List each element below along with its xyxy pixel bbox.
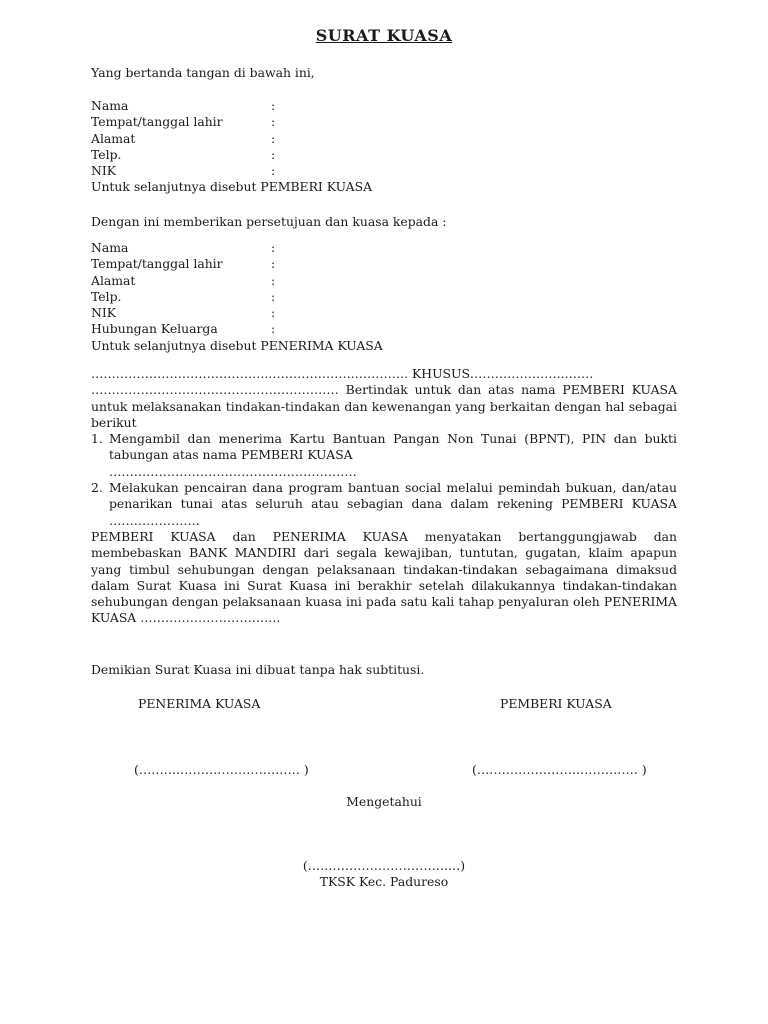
penerima-field-alamat [91, 273, 677, 289]
penerima-field-ttl [91, 256, 677, 272]
field-colon: : [271, 146, 276, 162]
list-number: 1. [91, 431, 103, 447]
khusus-line: ……………………………………..………………..…………. KHUSUS…………………..……. [91, 366, 594, 381]
tksk-label: TKSK Kec. Padureso [319, 874, 449, 889]
consent-line: Dengan ini memberikan persetujuan dan kuasa kepada : [91, 214, 447, 229]
pemberi-field-telp [91, 147, 677, 163]
penerima-signature-blank: (………………………………… ) [134, 762, 309, 777]
penerima-field-nama [91, 240, 677, 256]
pemberi-signature-blank: (………………………………… ) [472, 762, 647, 777]
pemberi-field-alamat [91, 131, 677, 147]
list-item-text: Mengambil dan menerima Kartu Bantuan Pangan Non Tunai (BPNT), PIN dan bukti tabungan atas nama PEMBERI KUASA [109, 431, 677, 463]
intro-line: Yang bertanda tangan di bawah ini, [91, 65, 315, 80]
penerima-field-telp [91, 289, 677, 305]
penerima-section [91, 240, 677, 354]
mengetahui-label: Mengetahui [346, 794, 422, 809]
penerima-kuasa-label: PENERIMA KUASA [138, 696, 261, 711]
list-number: 2. [91, 480, 103, 496]
list-item-fill: …………………………………………………… [109, 463, 357, 479]
list-item-text: Melakukan pencairan dana program bantuan social melalui pemindah bukuan, dan/atau penarikan tunai atas seluruh atau sebagian dana dalam rekening PEMBERI KUASA …………………. [109, 480, 677, 528]
closing-statement [91, 662, 677, 678]
field-colon: : [271, 321, 276, 337]
pemberi-section [91, 98, 677, 196]
paragraph-authorization: …………………………………………………… Bertindak untuk dan atas nama PEMBERI KUASA untuk melaksanakan tindakan-tindakan dan kewenangan yang berkaitan dengan hal sebagai berikut [91, 382, 677, 430]
document-title: SURAT KUASA [315, 26, 453, 45]
field-colon: : [271, 256, 276, 272]
field-colon: : [271, 98, 276, 113]
field-label: Telp. [91, 288, 122, 304]
penerima-field-nik [91, 305, 677, 321]
field-label: NIK [91, 305, 116, 321]
field-colon: : [271, 305, 276, 321]
pemberi-field-nik [91, 163, 677, 179]
field-label: Nama [91, 240, 129, 255]
pemberi-closing: Untuk selanjutnya disebut PEMBERI KUASA [91, 179, 373, 195]
field-label: Tempat/tanggal lahir [91, 256, 223, 272]
field-colon: : [271, 130, 276, 146]
field-label: Alamat [91, 130, 136, 146]
list-item-1 [91, 431, 677, 480]
field-label: Telp. [91, 146, 122, 162]
list-item-2 [91, 480, 677, 529]
consent-text [91, 214, 677, 230]
paragraph-liability: PEMBERI KUASA dan PENERIMA KUASA menyatakan bertanggungjawab dan membebaskan BANK MANDIRI dari segala kewajiban, tuntutan, gugatan, klaim apapun yang timbul sehubungan dengan pelaksanaan tindakan-tindakan sebagaimana dimaksud dalam Surat Kuasa ini Surat Kuasa ini berakhir setelah dilakukannya tindakan-tindakan sehubungan dengan pelaksanaan kuasa ini pada satu kali tahap penyaluran oleh PENERIMA KUASA ……………………………. [91, 528, 677, 626]
field-colon: : [271, 114, 276, 130]
pemberi-field-nama [91, 98, 677, 114]
field-colon: : [271, 272, 276, 288]
body-section [91, 366, 677, 627]
field-label: Alamat [91, 272, 136, 288]
field-label: Hubungan Keluarga [91, 321, 218, 337]
field-colon: : [271, 240, 276, 255]
field-colon: : [271, 163, 276, 179]
field-label: NIK [91, 163, 116, 179]
list-text [109, 431, 677, 480]
tksk-signature-blank: (…………………………….…) [302, 858, 466, 873]
pemberi-field-ttl [91, 114, 677, 130]
penerima-field-hubungan [91, 321, 677, 337]
field-label: Nama [91, 98, 129, 113]
closing-line: Demikian Surat Kuasa ini dibuat tanpa hak subtitusi. [91, 662, 425, 677]
intro-text [91, 65, 677, 81]
field-label: Tempat/tanggal lahir [91, 114, 223, 130]
penerima-closing: Untuk selanjutnya disebut PENERIMA KUASA [91, 337, 383, 353]
field-colon: : [271, 288, 276, 304]
pemberi-kuasa-label: PEMBERI KUASA [500, 696, 612, 711]
